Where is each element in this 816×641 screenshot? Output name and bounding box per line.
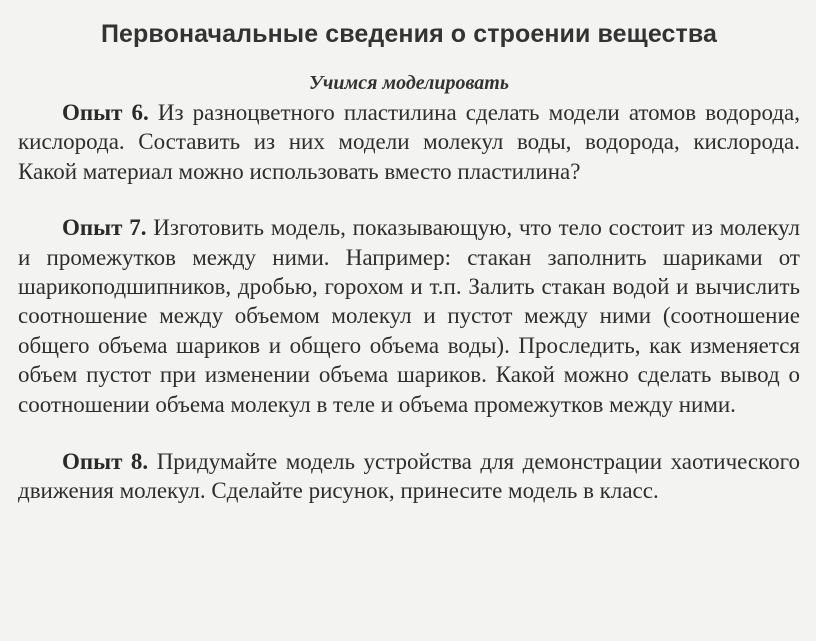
experiment-6-text: Из разноцветного пластилина сделать модели атомов водорода, кислорода. Составить из них модели молекул воды, водорода, кислорода. Какой материал можно использовать вместо пластилина?: [18, 100, 801, 184]
experiment-8-text: Придумайте модель устройства для демонстрации хаотического движения молекул. Сделайте рисунок, принесите модель в класс.: [18, 449, 800, 504]
experiment-7-text: Изготовить модель, показывающую, что тело состоит из молекул и промежутков между ними. Например: стакан заполнить шариками от шарикоподшипников, дробью, горохом и т.п. Залить стакан водой и вычислить соотношение между объемом молекул и пустот между ними (соотношение общего объема шариков и общего объема воды). Проследить, как изменяется объем пустот при изменении объема шариков. Какой можно сделать вывод о соотношении объема молекул в теле и объема промежутков между ними.: [18, 215, 801, 417]
experiment-7-label: Опыт 7.: [62, 215, 147, 241]
experiment-7: [18, 213, 800, 419]
section-subheading: Учимся моделировать: [308, 72, 510, 94]
experiment-6-label: Опыт 6.: [62, 100, 149, 125]
experiment-8: [18, 447, 800, 506]
experiment-8-label: Опыт 8.: [62, 449, 149, 475]
experiment-6: [18, 98, 800, 186]
page-heading: Первоначальные сведения о строении вещества: [100, 20, 718, 48]
